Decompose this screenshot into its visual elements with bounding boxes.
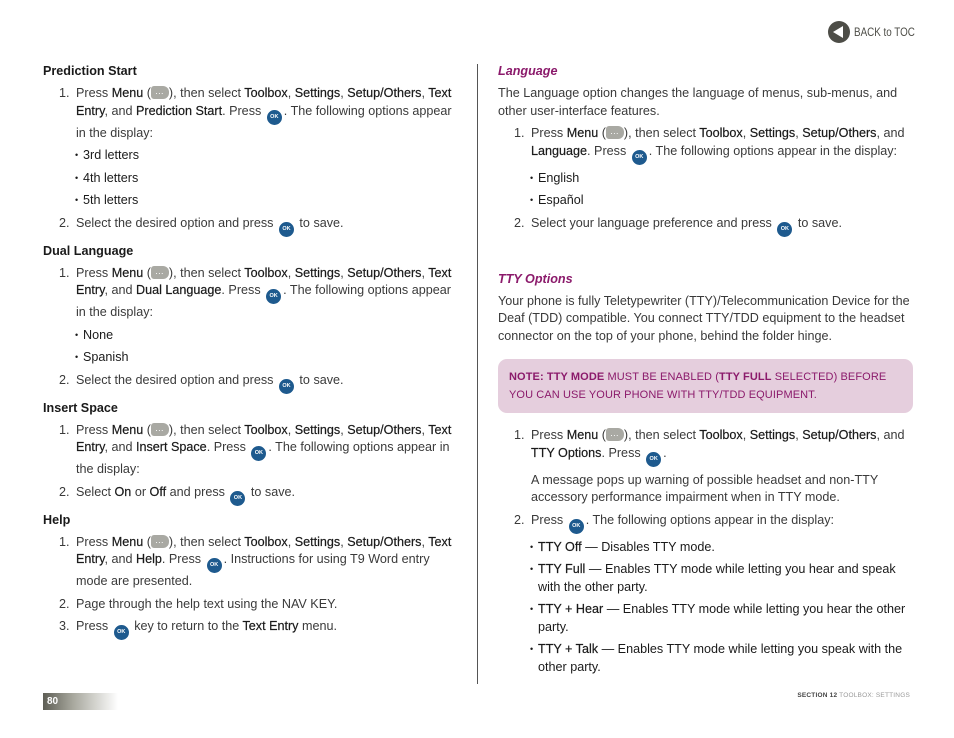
ok-key-icon: OK	[646, 452, 661, 467]
ok-key-icon: OK	[569, 519, 584, 534]
help-step-1: 1. Press Menu ( … ), then select Toolbox, Settings, Setup/Others, Text Entry, and Help. Press OK . Instructions for using T9 Word entry mode are presented.	[43, 534, 463, 591]
option-item: • None	[43, 327, 463, 345]
help-step-3: 3. Press OK key to return to the Text Entry menu.	[43, 618, 463, 640]
heading-tty-options: TTY Options	[498, 271, 573, 286]
option-item: • 5th letters	[43, 192, 463, 210]
left-column	[43, 62, 463, 640]
ok-key-icon: OK	[251, 446, 266, 461]
option-item: • 3rd letters	[43, 147, 463, 165]
tty-option-off: • TTY Off — Disables TTY mode.	[498, 539, 913, 557]
menu-key-icon	[151, 535, 169, 548]
dual-language-step-1: 1. Press Menu ( … ), then select Toolbox, Settings, Setup/Others, Text Entry, and Dual Language. Press OK . The following options appear in the display:	[43, 265, 463, 322]
option-item: • 4th letters	[43, 170, 463, 188]
heading-insert-space: Insert Space	[43, 400, 118, 415]
ok-key-icon: OK	[114, 625, 129, 640]
heading-dual-language: Dual Language	[43, 243, 134, 258]
language-step-1: 1. Press Menu ( … ), then select Toolbox, Settings, Setup/Others, and Language. Press OK . The following options appear in the display:	[498, 125, 913, 165]
prediction-start-step-2: 2. Select the desired option and press OK to save.	[43, 215, 463, 237]
language-intro: The Language option changes the language of menus, sub-menus, and other user-interface features.	[498, 86, 898, 118]
tty-intro: Your phone is fully Teletypewriter (TTY)/Telecommunication Device for the Deaf (TDD) compatible. You connect TTY/TDD equipment to the headset connector on the top of your phone, behind the folder hinge.	[498, 293, 910, 343]
menu-key-icon	[151, 266, 169, 279]
ok-key-icon: OK	[279, 379, 294, 394]
prediction-start-step-1: 1. Press Menu ( … ), then select Toolbox, Settings, Setup/Others, Text Entry, and Prediction Start. Press OK . The following options appear in the display:	[43, 85, 463, 142]
option-item: • Spanish	[43, 349, 463, 367]
menu-key-icon	[151, 423, 169, 436]
ok-key-icon: OK	[777, 222, 792, 237]
tty-step-1: 1. Press Menu ( … ), then select Toolbox, Settings, Setup/Others, and TTY Options. Press OK .	[498, 427, 913, 467]
ok-key-icon: OK	[279, 222, 294, 237]
menu-key-icon	[606, 428, 624, 441]
back-arrow-icon	[828, 21, 850, 43]
back-to-toc-button[interactable]	[828, 21, 928, 43]
tty-warning-text: A message pops up warning of possible headset and non-TTY accessory performance impairment when in TTY mode.	[531, 472, 879, 504]
ok-key-icon: OK	[632, 150, 647, 165]
insert-space-step-2: 2. Select On or Off and press OK to save.	[43, 484, 463, 506]
language-step-2: 2. Select your language preference and press OK to save.	[498, 215, 913, 237]
ok-key-icon: OK	[207, 558, 222, 573]
heading-language: Language	[498, 64, 558, 78]
right-column	[498, 62, 913, 676]
page-number-tab	[43, 693, 118, 710]
ok-key-icon: OK	[267, 110, 282, 125]
menu-key-icon	[151, 86, 169, 99]
ok-key-icon: OK	[230, 491, 245, 506]
menu-key-icon	[606, 126, 624, 139]
tty-option-full: • TTY Full — Enables TTY mode while letting you hear and speak with the other party.	[498, 561, 913, 596]
tty-option-talk: • TTY + Talk — Enables TTY mode while letting you speak with the other party.	[498, 641, 913, 676]
tty-option-hear: • TTY + Hear — Enables TTY mode while letting you hear the other party.	[498, 601, 913, 636]
heading-help: Help	[43, 512, 71, 527]
dual-language-step-2: 2. Select the desired option and press OK to save.	[43, 372, 463, 394]
ok-key-icon: OK	[266, 289, 281, 304]
insert-space-step-1: 1. Press Menu ( … ), then select Toolbox, Settings, Setup/Others, Text Entry, and Insert Space. Press OK . The following options appear in the display:	[43, 422, 463, 479]
tty-note-box: NOTE: TTY MODE MUST BE ENABLED (TTY FULL SELECTED) BEFORE YOU CAN USE YOUR PHONE WITH TTY/TDD EQUIPMENT.	[498, 359, 913, 413]
section-footer: SECTION 12 TOOLBOX: SETTINGS	[797, 692, 910, 699]
back-to-toc-label: BACK to TOC	[854, 25, 915, 39]
column-divider	[477, 64, 478, 684]
heading-prediction-start: Prediction Start	[43, 64, 137, 78]
option-item: • English	[498, 170, 913, 188]
page-number: 80	[47, 696, 59, 707]
tty-step-2: 2. Press OK . The following options appear in the display:	[498, 512, 913, 534]
option-item: • Español	[498, 192, 913, 210]
help-step-2: 2. Page through the help text using the NAV KEY.	[59, 596, 338, 611]
